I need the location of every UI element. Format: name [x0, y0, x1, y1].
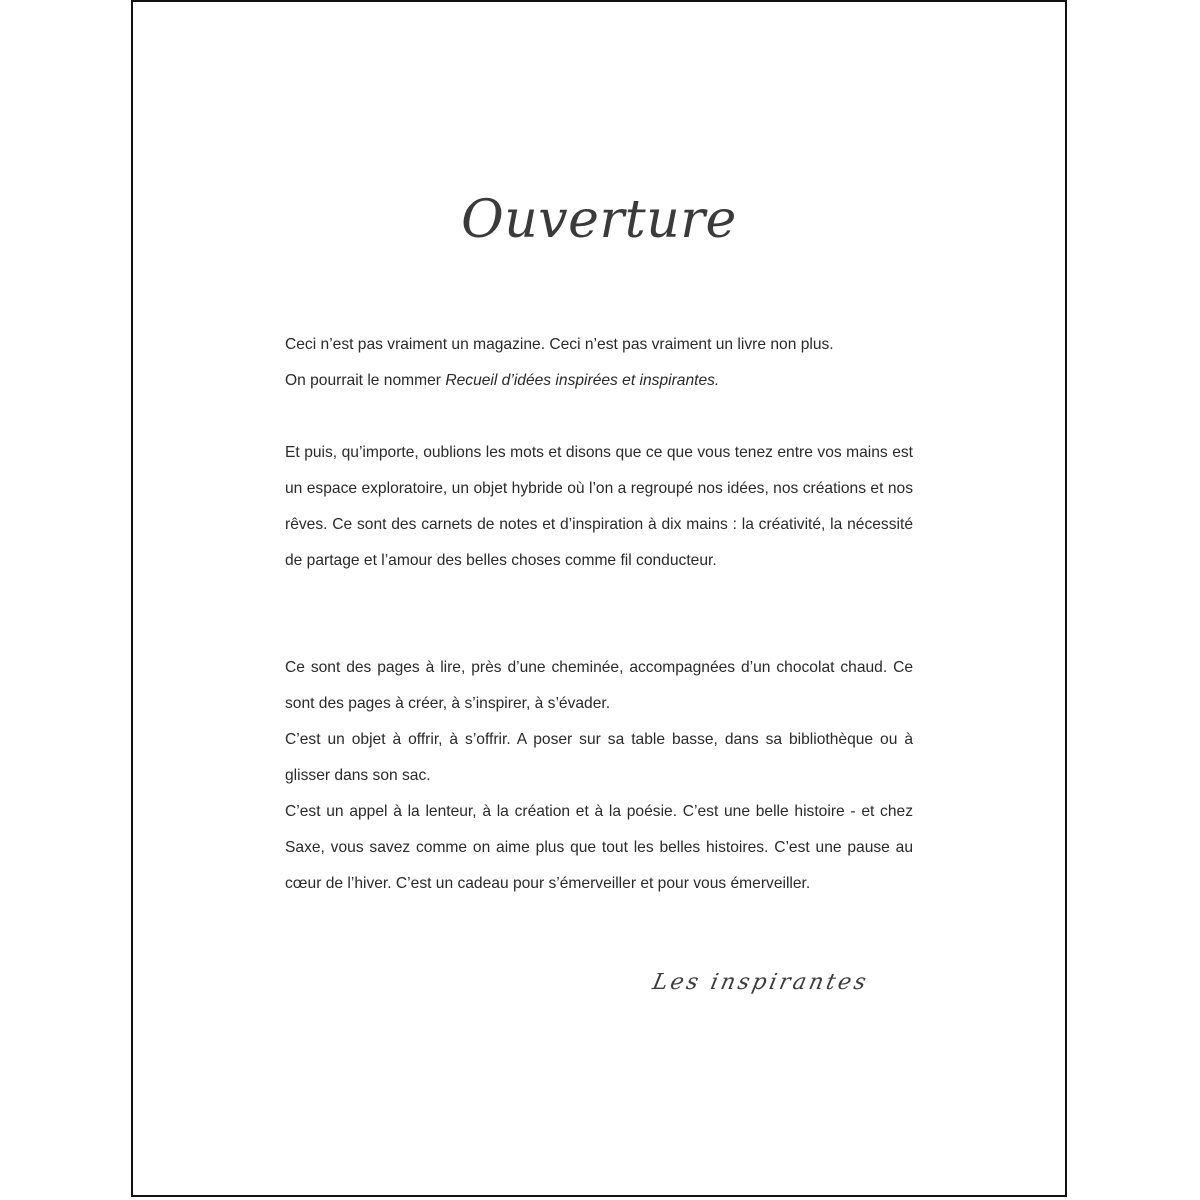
signature: Les inspirantes: [650, 970, 872, 995]
paragraph-pages-text-b: C’est un objet à offrir, à s’offrir. A poser sur sa table basse, dans sa bibliothèque ou à glisser dans son sac.: [285, 731, 913, 784]
page-title: Ouverture: [461, 190, 737, 250]
paragraph-pages-text-a: Ce sont des pages à lire, près d’une cheminée, accompagnées d’un chocolat chaud. Ce sont des pages à créer, à s’inspirer, à s’évader.: [285, 659, 913, 712]
paragraph-intro-line-1: Ceci n’est pas vraiment un magazine. Ceci n’est pas vraiment un livre non plus.: [285, 336, 834, 353]
document-page: [131, 0, 1067, 1197]
paragraph-explore-text: Et puis, qu’importe, oublions les mots et disons que ce que vous tenez entre vos mains est un espace exploratoire, un objet hybride où l’on a regroupé nos idées, nos créations et nos rêves. Ce sont des carnets de notes et d’inspiration à dix mains : la créativité, la nécessité de partage et l’amour des belles choses comme fil conducteur.: [285, 444, 913, 569]
paragraph-intro: [285, 327, 913, 399]
paragraph-intro-line-2: [285, 363, 913, 399]
paragraph-pages: [285, 650, 913, 902]
intro-prefix-text: On pourrait le nommer: [285, 372, 446, 389]
paragraph-explore: [285, 435, 913, 579]
intro-italic-text: Recueil d’idées inspirées et inspirantes.: [445, 372, 720, 389]
paragraph-pages-text-c: C’est un appel à la lenteur, à la création et à la poésie. C’est une belle histoire - et chez Saxe, vous savez comme on aime plus que tout les belles histoires. C’est une pause au cœur de l’hiver. C’est un cadeau pour s’émerveiller et pour vous émerveiller.: [285, 803, 913, 892]
